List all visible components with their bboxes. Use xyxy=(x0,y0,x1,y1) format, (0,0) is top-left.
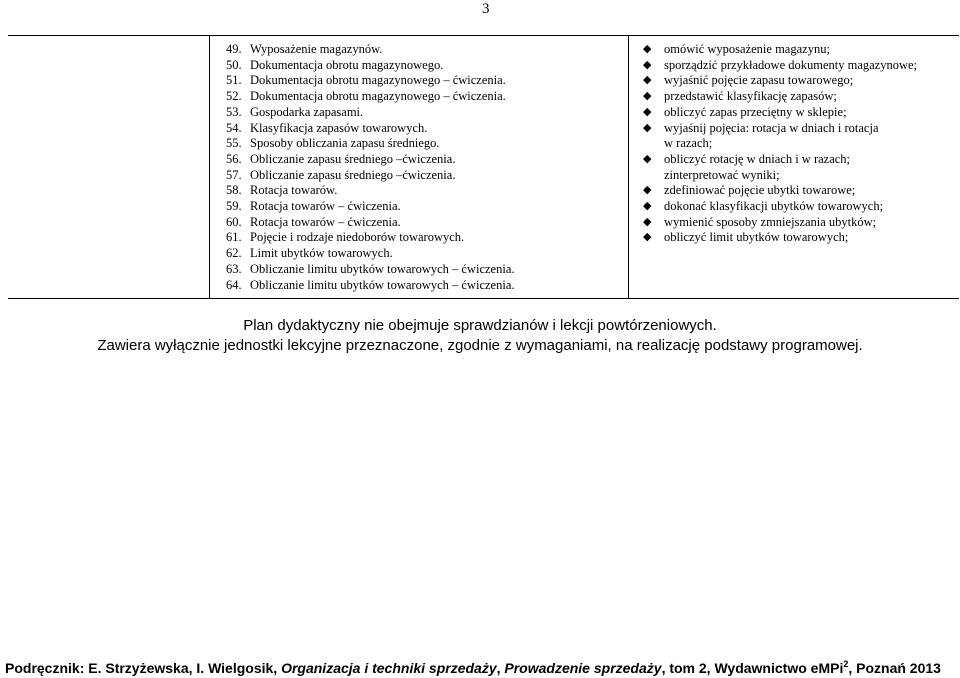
topic-text: Dokumentacja obrotu magazynowego. xyxy=(250,57,444,72)
diamond-bullet-icon: ◆ xyxy=(643,74,652,87)
goal-continuation-text: zinterpretować wyniki; xyxy=(664,167,780,182)
topic-number: 63. xyxy=(226,261,242,276)
diamond-bullet-icon: ◆ xyxy=(643,58,652,71)
topic-number: 59. xyxy=(226,199,242,214)
diamond-bullet-icon: ◆ xyxy=(643,105,652,118)
goal-continuation-text: w razach; xyxy=(664,136,713,151)
topic-item xyxy=(226,215,515,231)
topic-text: Pojęcie i rodzaje niedoborów towarowych. xyxy=(250,230,465,245)
goal-continuation xyxy=(639,136,957,152)
page-number: 3 xyxy=(482,1,490,17)
topic-item xyxy=(226,58,515,74)
topic-number: 62. xyxy=(226,246,242,261)
topic-item xyxy=(226,42,515,58)
goal-text: sporządzić przykładowe dokumenty magazynowe; xyxy=(664,57,918,72)
topic-text: Obliczanie zapasu średniego –ćwiczenia. xyxy=(250,167,456,182)
column-divider-left xyxy=(209,36,210,298)
diamond-bullet-icon: ◆ xyxy=(643,90,652,103)
goal-text: wyjaśnij pojęcia: rotacja w dniach i rotacja xyxy=(664,120,879,135)
topic-item xyxy=(226,230,515,246)
goal-item xyxy=(639,215,957,231)
topic-text: Klasyfikacja zapasów towarowych. xyxy=(250,120,428,135)
goal-continuation xyxy=(639,168,957,184)
footer-publisher: , tom 2, Wydawnictwo eMPi xyxy=(661,660,844,676)
diamond-bullet-icon: ◆ xyxy=(643,121,652,134)
topic-number: 56. xyxy=(226,151,242,166)
footer-separator: , xyxy=(496,660,505,676)
goal-text: obliczyć rotację w dniach i w razach; xyxy=(664,151,851,166)
topic-text: Dokumentacja obrotu magazynowego – ćwiczenia. xyxy=(250,89,506,104)
textbook-footer xyxy=(5,654,960,678)
goal-item xyxy=(639,73,957,89)
lesson-topics-list xyxy=(226,42,515,293)
lesson-plan-table xyxy=(8,35,959,299)
diamond-bullet-icon: ◆ xyxy=(643,200,652,213)
footer-title-1: Organizacja i techniki sprzedaży xyxy=(281,660,497,676)
goal-item xyxy=(639,89,957,105)
topic-text: Wyposażenie magazynów. xyxy=(250,42,383,56)
topic-item xyxy=(226,89,515,105)
goal-text: wyjaśnić pojęcie zapasu towarowego; xyxy=(664,73,854,88)
footer-place-year: , Poznań 2013 xyxy=(848,660,941,676)
plan-notes xyxy=(0,316,960,356)
topic-number: 61. xyxy=(226,230,242,245)
goal-text: omówić wyposażenie magazynu; xyxy=(664,42,830,56)
topic-item xyxy=(226,278,515,294)
topic-number: 49. xyxy=(226,42,242,56)
goal-item xyxy=(639,152,957,168)
goal-item xyxy=(639,121,957,137)
goal-item xyxy=(639,199,957,215)
topic-text: Rotacja towarów. xyxy=(250,183,338,198)
topic-number: 50. xyxy=(226,57,242,72)
topic-item xyxy=(226,152,515,168)
diamond-bullet-icon: ◆ xyxy=(643,231,652,244)
topic-item xyxy=(226,262,515,278)
topic-number: 53. xyxy=(226,104,242,119)
topic-item xyxy=(226,246,515,262)
topic-text: Rotacja towarów – ćwiczenia. xyxy=(250,199,401,214)
footer-prefix: Podręcznik: E. Strzyżewska, I. Wielgosik, xyxy=(5,660,282,676)
diamond-bullet-icon: ◆ xyxy=(643,152,652,165)
footer-superscript: 2 xyxy=(843,659,849,669)
goal-text: dokonać klasyfikacji ubytków towarowych; xyxy=(664,199,884,214)
topic-text: Obliczanie limitu ubytków towarowych – ćwiczenia. xyxy=(250,277,515,292)
topic-item xyxy=(226,199,515,215)
goal-text: przedstawić klasyfikację zapasów; xyxy=(664,89,837,104)
goal-text: obliczyć limit ubytków towarowych; xyxy=(664,230,849,245)
diamond-bullet-icon: ◆ xyxy=(643,184,652,197)
note-line-2: Zawiera wyłącznie jednostki lekcyjne przeznaczone, zgodnie z wymaganiami, na realizację podstawy programowej. xyxy=(97,337,863,354)
goal-item xyxy=(639,58,957,74)
topic-text: Rotacja towarów – ćwiczenia. xyxy=(250,214,401,229)
goal-text: obliczyć zapas przeciętny w sklepie; xyxy=(664,104,847,119)
topic-item xyxy=(226,105,515,121)
goal-text: wymienić sposoby zmniejszania ubytków; xyxy=(664,214,877,229)
topic-item xyxy=(226,73,515,89)
topic-number: 51. xyxy=(226,73,242,88)
topic-number: 64. xyxy=(226,277,242,292)
diamond-bullet-icon: ◆ xyxy=(643,215,652,228)
topic-text: Dokumentacja obrotu magazynowego – ćwiczenia. xyxy=(250,73,506,88)
topic-item xyxy=(226,168,515,184)
topic-number: 58. xyxy=(226,183,242,198)
goal-item xyxy=(639,105,957,121)
topic-item xyxy=(226,183,515,199)
topic-text: Obliczanie zapasu średniego –ćwiczenia. xyxy=(250,151,456,166)
goal-item xyxy=(639,42,957,58)
topic-text: Sposoby obliczania zapasu średniego. xyxy=(250,136,440,151)
topic-number: 60. xyxy=(226,214,242,229)
note-line-1: Plan dydaktyczny nie obejmuje sprawdzianów i lekcji powtórzeniowych. xyxy=(243,317,717,334)
topic-item xyxy=(226,136,515,152)
goal-text: zdefiniować pojęcie ubytki towarowe; xyxy=(664,183,856,198)
goal-item xyxy=(639,230,957,246)
topic-item xyxy=(226,121,515,137)
topic-number: 52. xyxy=(226,89,242,104)
topic-number: 54. xyxy=(226,120,242,135)
footer-title-2: Prowadzenie sprzedaży xyxy=(504,660,662,676)
topic-text: Gospodarka zapasami. xyxy=(250,104,364,119)
goal-item xyxy=(639,183,957,199)
topic-text: Limit ubytków towarowych. xyxy=(250,246,393,261)
learning-goals-list xyxy=(639,42,957,246)
topic-number: 57. xyxy=(226,167,242,182)
column-divider-right xyxy=(628,36,629,298)
topic-number: 55. xyxy=(226,136,242,151)
diamond-bullet-icon: ◆ xyxy=(643,43,652,55)
topic-text: Obliczanie limitu ubytków towarowych – ćwiczenia. xyxy=(250,261,515,276)
